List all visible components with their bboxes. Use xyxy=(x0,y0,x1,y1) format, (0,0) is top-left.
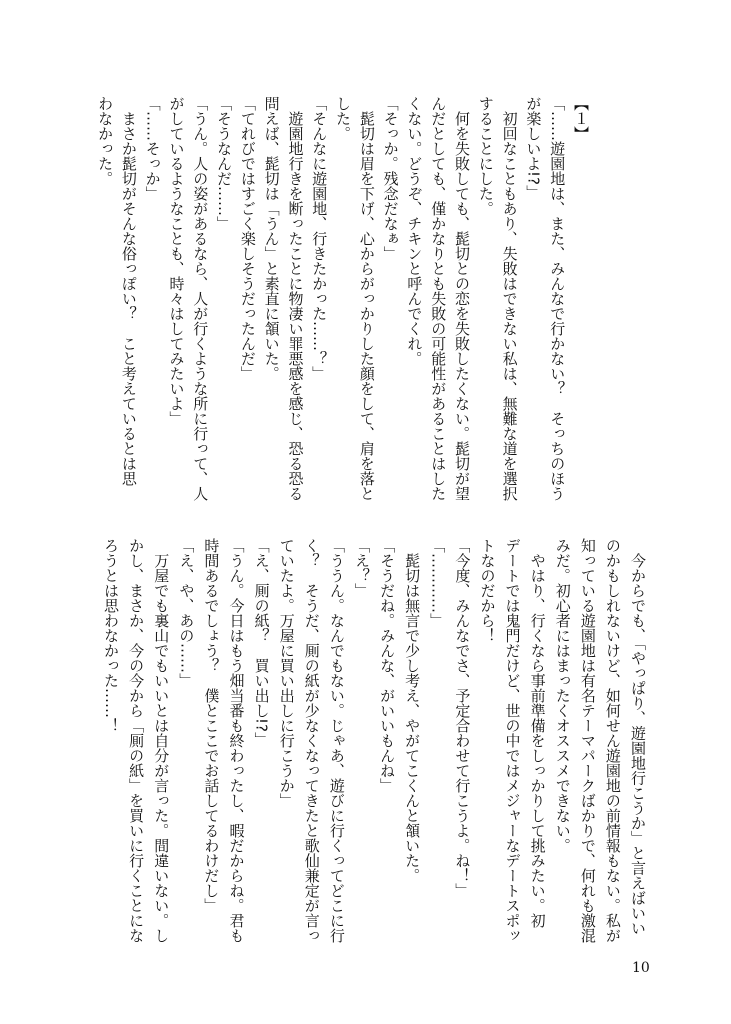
text-line: く？ そうだ、厠の紙が少なくなってきたと歌仙兼定が言っ xyxy=(302,538,321,943)
text-line: 「ううん。なんでもない。じゃあ、遊びに行くってどこに行 xyxy=(327,538,346,943)
text-line: 【１】 xyxy=(572,96,590,141)
text-line: 遊園地行きを断ったことに物凄い罪悪感を感じ、恐る恐る xyxy=(286,96,305,501)
text-line: ろうとは思わなかった……！ xyxy=(102,538,121,733)
text-line: かし、まさか、今の今から「厠の紙」を買いに行くことにな xyxy=(127,538,146,943)
text-line: やはり、行くなら事前準備をしっかりして挑みたい。初 xyxy=(528,538,547,928)
text-line: がしているようなことも、時々はしてみたいよ」 xyxy=(167,96,186,426)
text-line: 「てれびではすごく楽しそうだったんだ」 xyxy=(238,96,257,381)
text-line: 「え、厠の紙？ 買い出し!?」 xyxy=(252,538,271,747)
text-line: 「そうなんだ……」 xyxy=(215,96,234,231)
text-line: 「……遊園地は、また、みんなで行かない？ そっちのほう xyxy=(548,96,567,501)
text-line: わなかった。 xyxy=(96,96,115,186)
text-line: 「うん。今日はもう畑当番も終わったし、暇だからね。君も xyxy=(227,538,246,943)
text-line: 「そっか。残念だなぁ」 xyxy=(381,96,400,261)
text-line: 「うん。人の姿があるなら、人が行くような所に行って、人 xyxy=(191,96,210,501)
text-block-upper xyxy=(92,96,592,516)
text-line: 「…………」 xyxy=(428,538,447,628)
text-line: 髭切は無言で少し考え、やがてこくんと頷いた。 xyxy=(403,538,422,883)
text-line: まさか髭切がそんな俗っぽい？ こと考えているとは思 xyxy=(119,96,138,486)
text-line: 万屋でも裏山でもいいとは自分が言った。間違いない。し xyxy=(152,538,171,943)
text-line: 「今度、みんなでさ、予定合わせて行こうよ。ね！」 xyxy=(453,538,472,898)
text-line: 問えば、髭切は「うん」と素直に頷いた。 xyxy=(262,96,281,381)
text-line: 知っている遊園地は有名テーマパークばかりで、何れも激混 xyxy=(578,538,597,943)
text-line: 初回なこともあり、失敗はできない私は、無難な道を選択 xyxy=(500,96,519,501)
text-line: くない。どうぞ、チキンと呼んでくれ。 xyxy=(405,96,424,366)
text-line: 時間あるでしょう？ 僕とここでお話してるわけだし」 xyxy=(202,538,221,913)
text-line: みだ。初心者にはまったくオススメできない。 xyxy=(553,538,572,853)
text-line: のかもしれないけど、如何せん遊園地の前情報もない。私が xyxy=(603,538,622,943)
page-number: 10 xyxy=(632,960,650,976)
text-line: 今からでも、「やっぱり、遊園地行こうか」と言えばいい xyxy=(629,538,647,936)
text-line: することにした。 xyxy=(476,96,495,216)
text-line: デートでは鬼門だけど、世の中ではメジャーなデートスポッ xyxy=(503,538,522,943)
text-line: 「そうだね。みんな、がいいもんね」 xyxy=(378,538,397,793)
text-line: んだとしても、僅かなりとも失敗の可能性があることはした xyxy=(429,96,448,501)
text-line: ていたよ。万屋に買い出しに行こうか」 xyxy=(277,538,296,808)
text-line: 髭切は眉を下げ、心からがっかりした顔をして、肩を落と xyxy=(357,96,376,501)
text-line: 「え？」 xyxy=(352,538,371,598)
text-line: 「……そっか」 xyxy=(143,96,162,201)
text-block-lower xyxy=(98,538,650,958)
text-line: した。 xyxy=(334,96,353,141)
text-line: 「え、や、あの……」 xyxy=(177,538,196,688)
text-line: 何を失敗しても、髭切との恋を失敗したくない。髭切が望 xyxy=(453,96,472,501)
text-line: が楽しいよ!?」 xyxy=(524,96,543,200)
text-line: 「そんなに遊園地、行きたかった……？」 xyxy=(310,96,329,381)
text-line: トなのだから！ xyxy=(478,538,497,643)
